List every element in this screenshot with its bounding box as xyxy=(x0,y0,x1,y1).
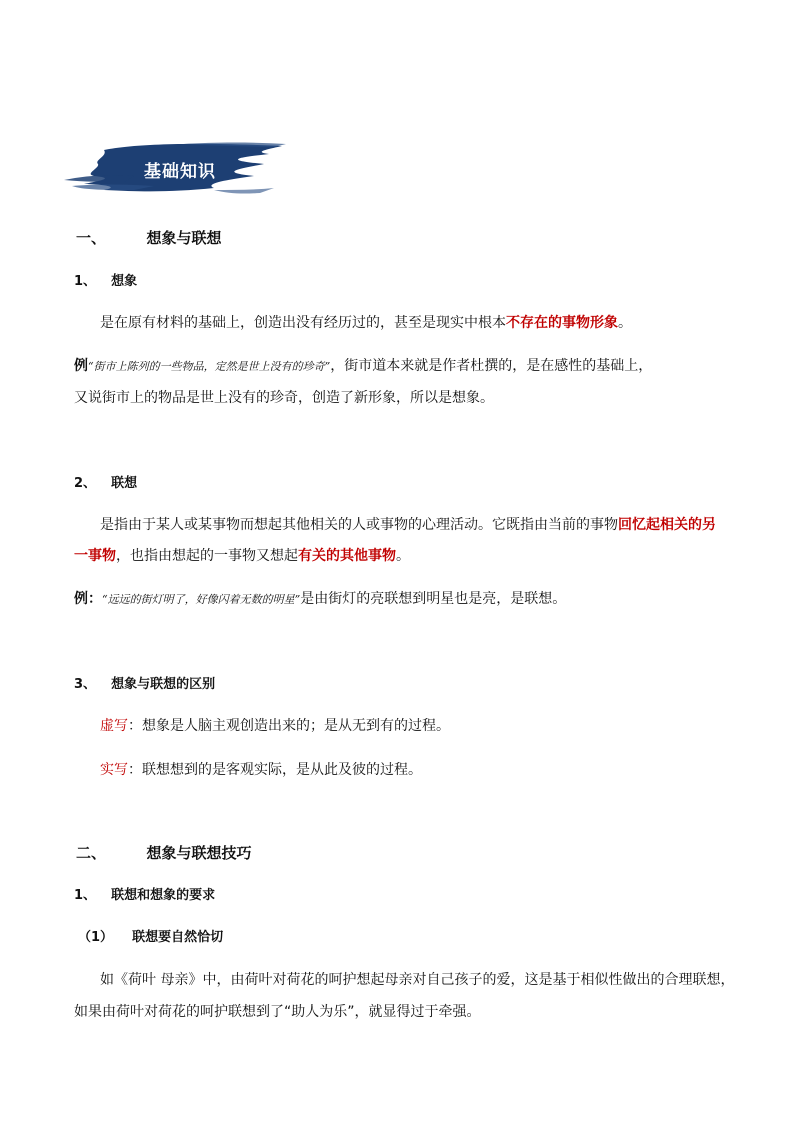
example-quote: “街市上陈列的一些物品，定然是世上没有的珍奇” xyxy=(88,360,331,373)
definition-label: 实写 xyxy=(100,762,128,778)
paragraph-text: 是在原有材料的基础上，创造出没有经历过的，甚至是现实中根本 xyxy=(100,315,506,331)
definition-line xyxy=(100,716,450,736)
definition-label: 虚写 xyxy=(100,718,128,734)
example-line xyxy=(74,589,566,610)
example-text: 是由街灯的亮联想到明星也是亮，是联想。 xyxy=(300,591,567,607)
highlight-text: 不存在的事物形象 xyxy=(506,315,618,331)
example-line xyxy=(74,356,652,377)
example-line xyxy=(74,388,494,408)
definition-text: ：联想想到的是客观实际，是从此及彼的过程。 xyxy=(128,762,422,778)
paragraph-text: 如《荷叶 母亲》中，由荷叶对荷花的呵护想起母亲对自己孩子的爱，这是基于相似性做出的合理联想， xyxy=(100,972,735,988)
subsection-heading xyxy=(74,886,215,906)
paragraph-text: 如果由荷叶对荷花的呵护联想到了“助人为乐”，就显得过于牵强。 xyxy=(74,1004,481,1020)
subsection-number: 2、 xyxy=(74,476,97,491)
subsection-title: 想象 xyxy=(111,274,138,289)
example-text: ，街市道本来就是作者杜撰的，是在感性的基础上， xyxy=(330,358,653,374)
section-heading xyxy=(76,228,222,248)
item-number: （1） xyxy=(78,930,114,945)
example-label: 例 xyxy=(74,358,88,374)
paragraph-text: 是指由于某人或某事物而想起其他相关的人或事物的心理活动。它既指由当前的事物 xyxy=(100,517,618,533)
paragraph xyxy=(74,1002,481,1022)
paragraph-text: 。 xyxy=(396,548,410,564)
section-number: 一、 xyxy=(76,229,107,247)
paragraph xyxy=(100,313,632,333)
banner-title: 基础知识 xyxy=(144,162,216,182)
highlight-text: 回忆起相关的另 xyxy=(618,517,716,533)
subsection-number: 3、 xyxy=(74,677,97,692)
example-label: 例： xyxy=(74,591,102,607)
subsection-title: 联想 xyxy=(111,476,138,491)
highlight-text: 一事物 xyxy=(74,548,116,564)
paragraph-text: 。 xyxy=(618,315,632,331)
subsection-number: 1、 xyxy=(74,888,97,903)
paragraph-text: ，也指由想起的一事物又想起 xyxy=(116,548,298,564)
section-banner xyxy=(64,140,288,200)
subsection-heading xyxy=(74,474,137,494)
item-title: 联想要自然恰切 xyxy=(132,930,224,945)
paragraph xyxy=(100,970,734,990)
section-heading xyxy=(76,843,252,863)
definition-text: ：想象是人脑主观创造出来的；是从无到有的过程。 xyxy=(128,718,450,734)
definition-line xyxy=(100,760,422,780)
subsection-heading xyxy=(74,675,215,695)
section-number: 二、 xyxy=(76,844,107,862)
subsection-title: 想象与联想的区别 xyxy=(111,677,216,692)
subsection-title: 联想和想象的要求 xyxy=(111,888,216,903)
item-heading xyxy=(78,928,223,948)
subsection-number: 1、 xyxy=(74,274,97,289)
example-text: 又说街市上的物品是世上没有的珍奇，创造了新形象，所以是想象。 xyxy=(74,390,494,406)
paragraph xyxy=(74,546,410,566)
highlight-text: 有关的其他事物 xyxy=(298,548,396,564)
paragraph xyxy=(100,515,716,535)
section-title: 想象与联想 xyxy=(146,229,222,247)
subsection-heading xyxy=(74,272,137,292)
section-title: 想象与联想技巧 xyxy=(146,844,252,862)
example-quote: “远远的街灯明了，好像闪着无数的明星” xyxy=(102,593,301,606)
